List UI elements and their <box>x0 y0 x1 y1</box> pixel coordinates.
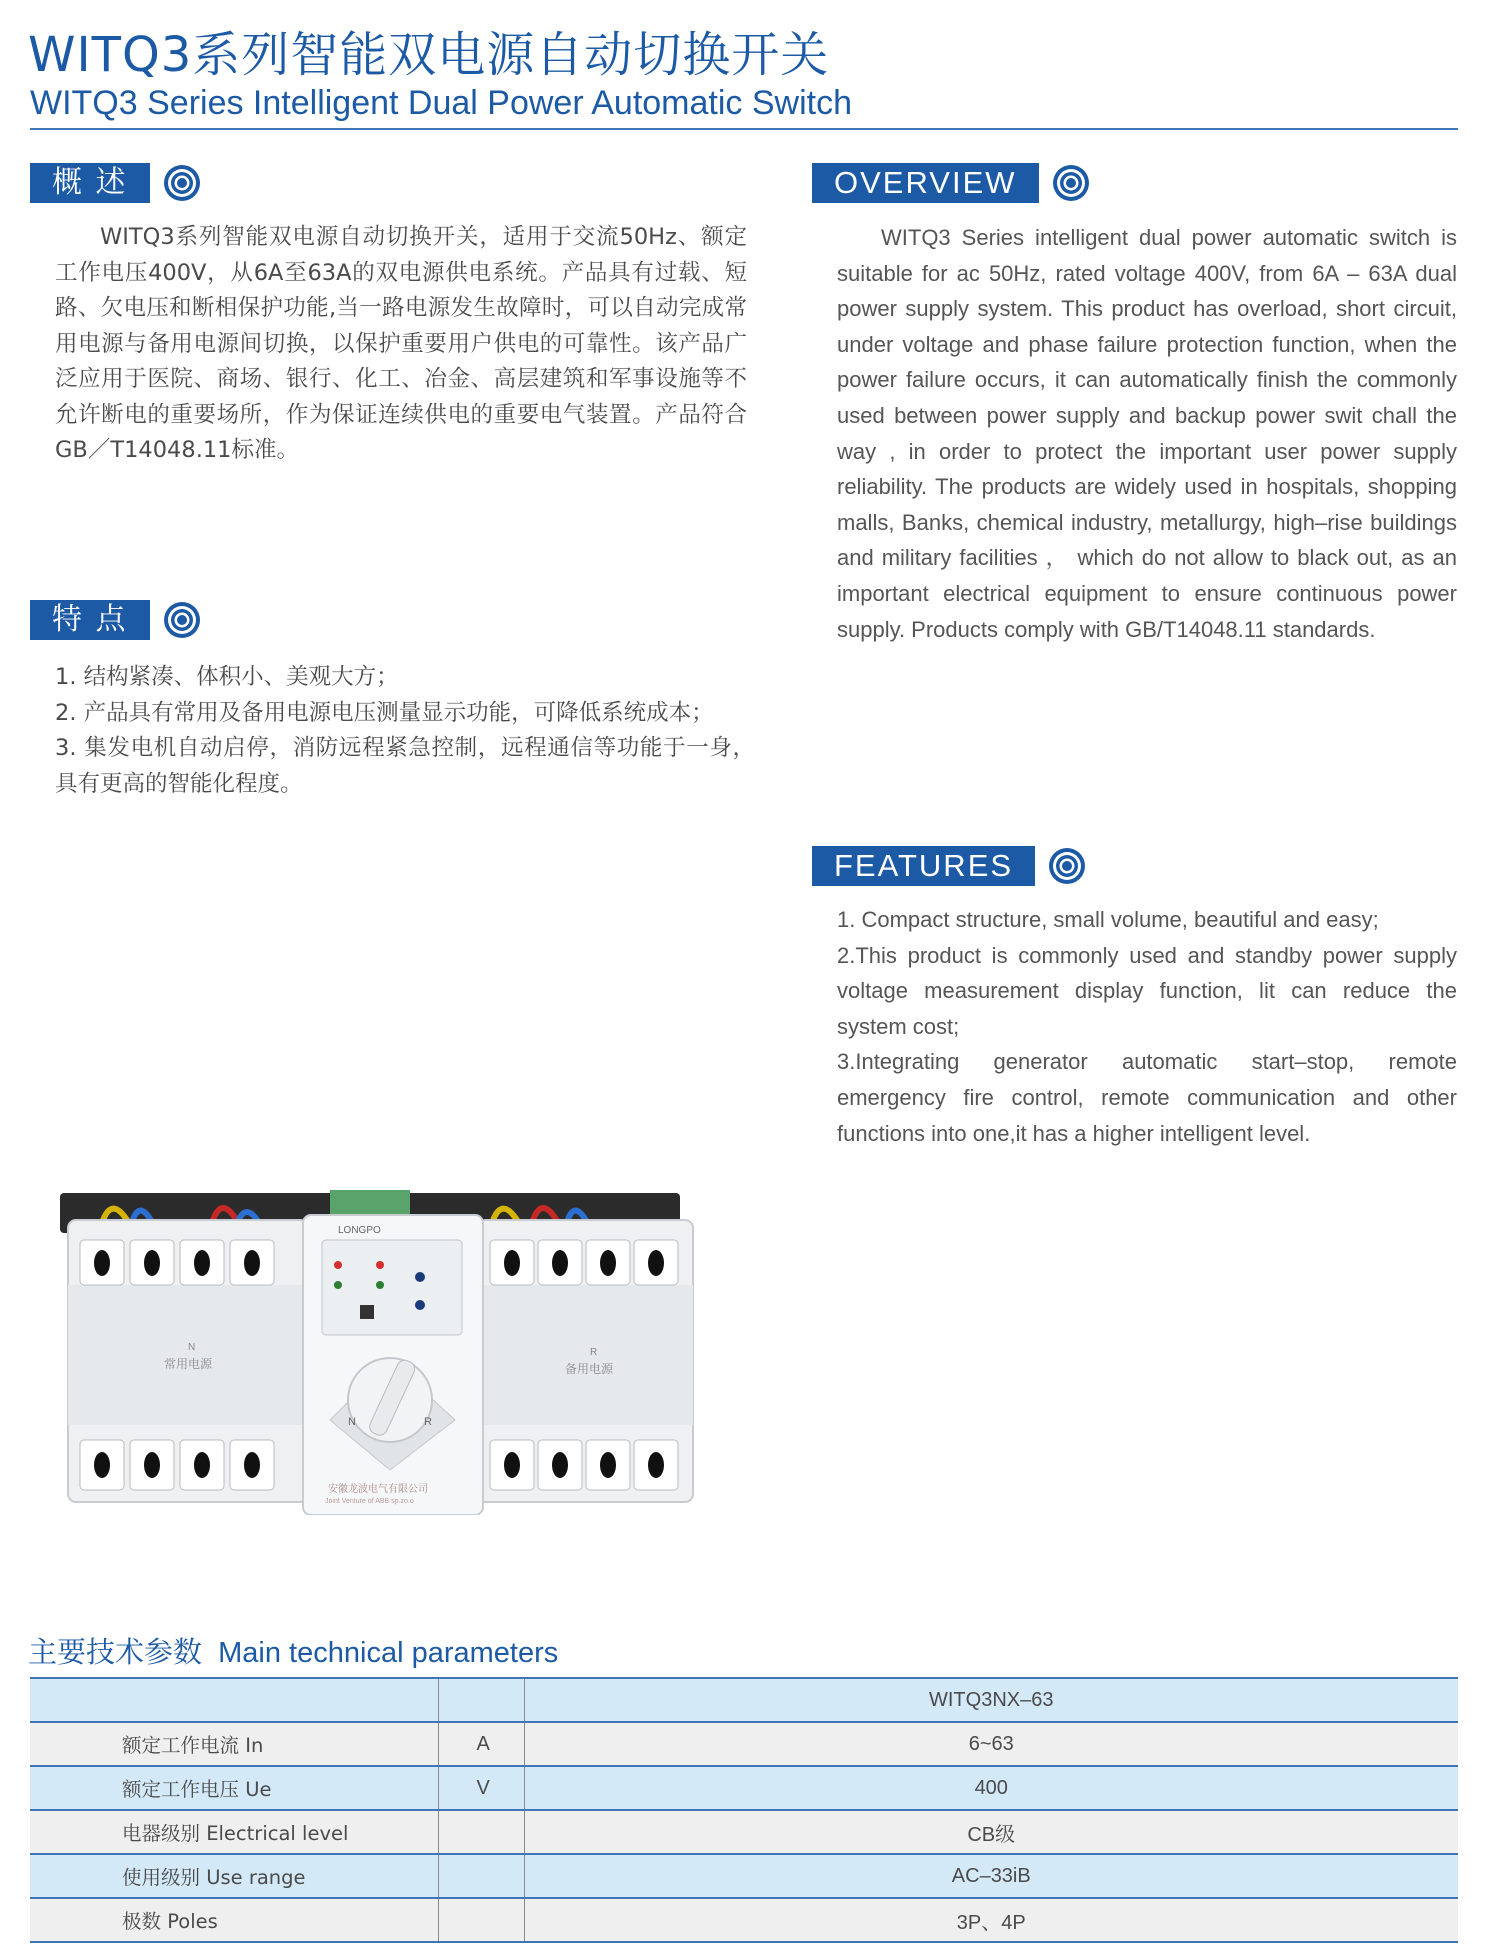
list-item: 1. Compact structure, small volume, beautiful and easy; <box>837 907 1379 932</box>
features-en-header <box>812 846 1087 886</box>
company-cn-label: 安徽龙波电气有限公司 <box>328 1484 428 1495</box>
param-value: 3P、4P <box>524 1898 1458 1942</box>
param-unit <box>438 1854 524 1898</box>
list-item: 3.Integrating generator automatic start–stop, remote emergency fire control, remote communication and other functions into one,it has a higher intelligent level. <box>837 1049 1457 1146</box>
overview-cn-header <box>30 163 202 203</box>
overview-cn-heading: 概 述 <box>30 163 150 203</box>
table-row <box>30 1766 1458 1810</box>
param-name: 电器级别 Electrical level <box>30 1810 438 1854</box>
target-icon <box>1047 846 1087 886</box>
page-title-en: WITQ3 Series Intelligent Dual Power Automatic Switch <box>30 84 852 122</box>
table-row <box>30 1810 1458 1854</box>
model-cell: WITQ3NX–63 <box>524 1678 1458 1722</box>
right-module-letter: R <box>590 1347 598 1358</box>
features-cn-header <box>30 600 202 640</box>
overview-en-header <box>812 163 1091 203</box>
target-icon <box>162 163 202 203</box>
title-divider <box>30 128 1458 130</box>
left-module-label: 常用电源 <box>164 1357 213 1371</box>
target-icon <box>162 600 202 640</box>
table-row <box>30 1898 1458 1942</box>
knob-label-right: R <box>424 1416 432 1428</box>
params-title-en: Main technical parameters <box>218 1637 559 1669</box>
param-unit: V <box>438 1766 524 1810</box>
param-unit <box>438 1898 524 1942</box>
param-name: 极数 Poles <box>30 1898 438 1942</box>
list-item: 2. 产品具有常用及备用电源电压测量显示功能，可降低系统成本； <box>55 699 714 726</box>
features-cn-list <box>55 660 755 802</box>
param-value: 6~63 <box>524 1722 1458 1766</box>
param-unit <box>438 1810 524 1854</box>
table-row <box>30 1854 1458 1898</box>
list-item: 2.This product is commonly used and standby power supply voltage measurement display function, lit can reduce the system cost; <box>837 942 1457 1039</box>
param-value: CB级 <box>524 1810 1458 1854</box>
product-photo <box>60 1185 710 1515</box>
table-cell <box>438 1678 524 1722</box>
params-table <box>30 1677 1458 1943</box>
features-en-list <box>837 902 1457 1151</box>
param-name: 额定工作电流 In <box>30 1722 438 1766</box>
param-value: AC–33iB <box>524 1854 1458 1898</box>
param-name: 额定工作电压 Ue <box>30 1766 438 1810</box>
features-cn-heading: 特 点 <box>30 600 150 640</box>
param-name: 使用级别 Use range <box>30 1854 438 1898</box>
param-unit: A <box>438 1722 524 1766</box>
overview-en-text: WITQ3 Series intelligent dual power automatic switch is suitable for ac 50Hz, rated voltage 400V, from 6A – 63A dual power supply system. This product has overload, short circuit, under voltage and phase failure protection function, when the power failure occurs, it can automatically finish the commonly used between power supply and backup power swit chall the way , in order to protect the important user power supply reliability. The products are widely used in hospitals, shopping malls, Banks, chemical industry, metallurgy, high–rise buildings and military facilities ， which do not allow to black out, as an important electrical equipment to ensure continuous power supply. Products comply with GB/T14048.11 standards. <box>837 225 1457 642</box>
page-title-cn: WITQ3系列智能双电源自动切换开关 <box>28 27 830 83</box>
list-item: 1. 结构紧凑、体积小、美观大方； <box>55 664 399 690</box>
left-module-letter: N <box>188 1342 196 1353</box>
table-header-row <box>30 1678 1458 1722</box>
overview-en-heading: OVERVIEW <box>812 163 1039 203</box>
target-icon <box>1051 163 1091 203</box>
right-module-label: 备用电源 <box>565 1362 614 1376</box>
company-en-label: Joint Venture of ABB sp.zo.o <box>325 1498 414 1505</box>
knob-label-left: N <box>348 1416 356 1428</box>
features-en-heading: FEATURES <box>812 846 1035 886</box>
brand-logo-text: LONGPO <box>338 1225 381 1236</box>
table-cell <box>30 1678 438 1722</box>
param-value: 400 <box>524 1766 1458 1810</box>
list-item: 3. 集发电机自动启停，消防远程紧急控制，远程通信等功能于一身，具有更高的智能化程度。 <box>55 735 755 797</box>
table-row <box>30 1722 1458 1766</box>
params-title <box>28 1630 558 1671</box>
overview-cn-text: WITQ3系列智能双电源自动切换开关，适用于交流50Hz、额定工作电压400V，从6A至63A的双电源供电系统。产品具有过载、短路、欠电压和断相保护功能,当一路电源发生故障时，可以自动完成常用电源与备用电源间切换，以保护重要用户供电的可靠性。该产品广泛应用于医院、商场、银行、化工、冶金、高层建筑和军事设施等不允许断电的重要场所，作为保证连续供电的重要电气装置。产品符合GB／T14048.11标准。 <box>55 224 747 463</box>
params-title-cn: 主要技术参数 <box>28 1635 203 1669</box>
